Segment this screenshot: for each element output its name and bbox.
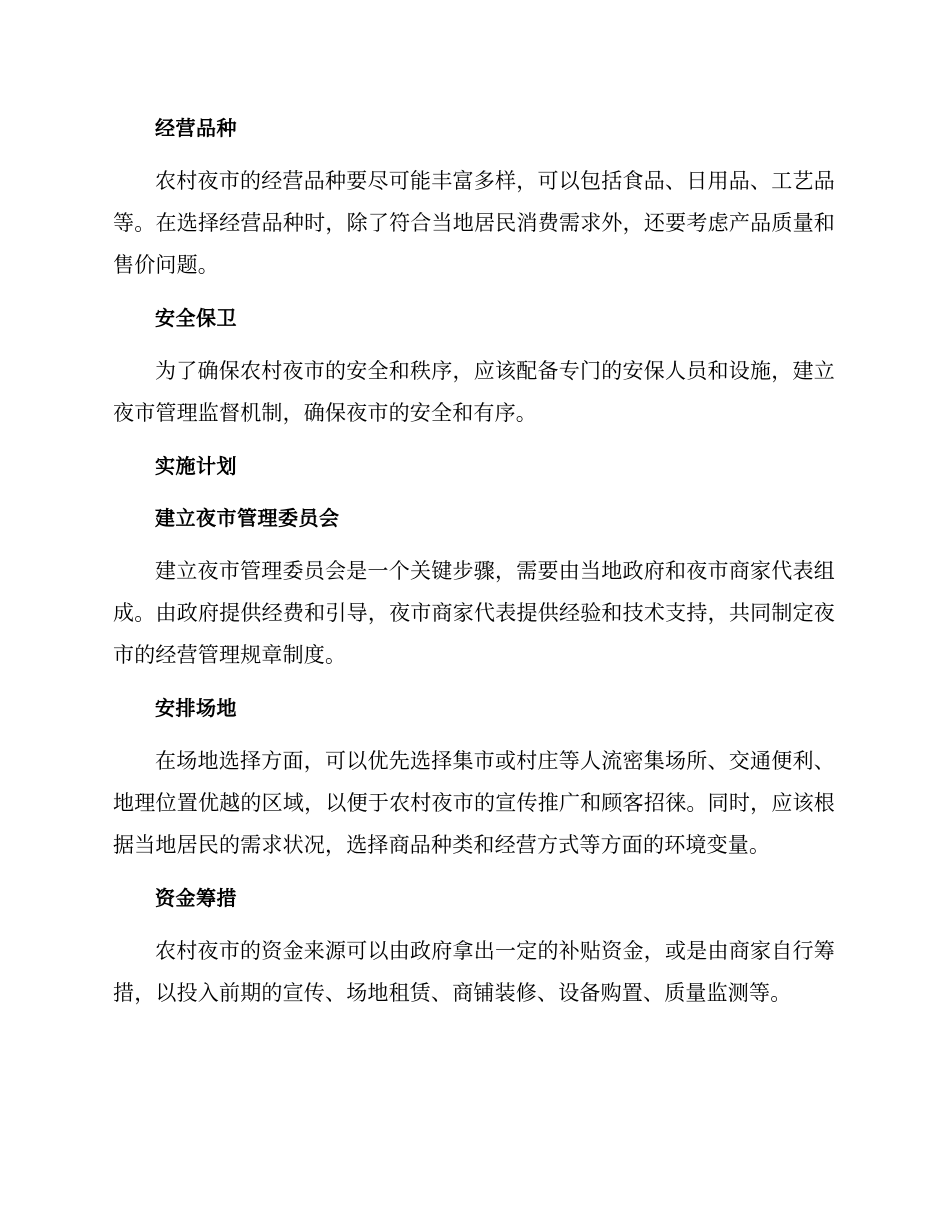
section-paragraph-funding: 农村夜市的资金来源可以由政府拿出一定的补贴资金，或是由商家自行筹措，以投入前期的宣传、场地租赁、商铺装修、设备购置、质量监测等。	[113, 939, 835, 1005]
section-heading-implementation-plan: 实施计划	[155, 454, 237, 478]
section-heading-funding: 资金筹措	[155, 886, 237, 910]
section-heading-security: 安全保卫	[155, 306, 237, 330]
section-paragraph-management-committee: 建立夜市管理委员会是一个关键步骤，需要由当地政府和夜市商家代表组成。由政府提供经费和引导，夜市商家代表提供经验和技术支持，共同制定夜市的经营管理规章制度。	[113, 559, 835, 667]
section-heading-venue-arrangement: 安排场地	[155, 696, 237, 720]
section-paragraph-security: 为了确保农村夜市的安全和秩序，应该配备专门的安保人员和设施，建立夜市管理监督机制，确保夜市的安全和有序。	[113, 359, 835, 425]
section-heading-management-committee: 建立夜市管理委员会	[155, 506, 340, 530]
section-paragraph-business-variety: 农村夜市的经营品种要尽可能丰富多样，可以包括食品、日用品、工艺品等。在选择经营品种时，除了符合当地居民消费需求外，还要考虑产品质量和售价问题。	[113, 169, 835, 277]
section-heading-business-variety: 经营品种	[155, 116, 237, 140]
section-paragraph-venue-arrangement: 在场地选择方面，可以优先选择集市或村庄等人流密集场所、交通便利、地理位置优越的区域，以便于农村夜市的宣传推广和顾客招徕。同时，应该根据当地居民的需求状况，选择商品种类和经营方式等方面的环境变量。	[113, 749, 835, 857]
document-body	[113, 108, 835, 1026]
